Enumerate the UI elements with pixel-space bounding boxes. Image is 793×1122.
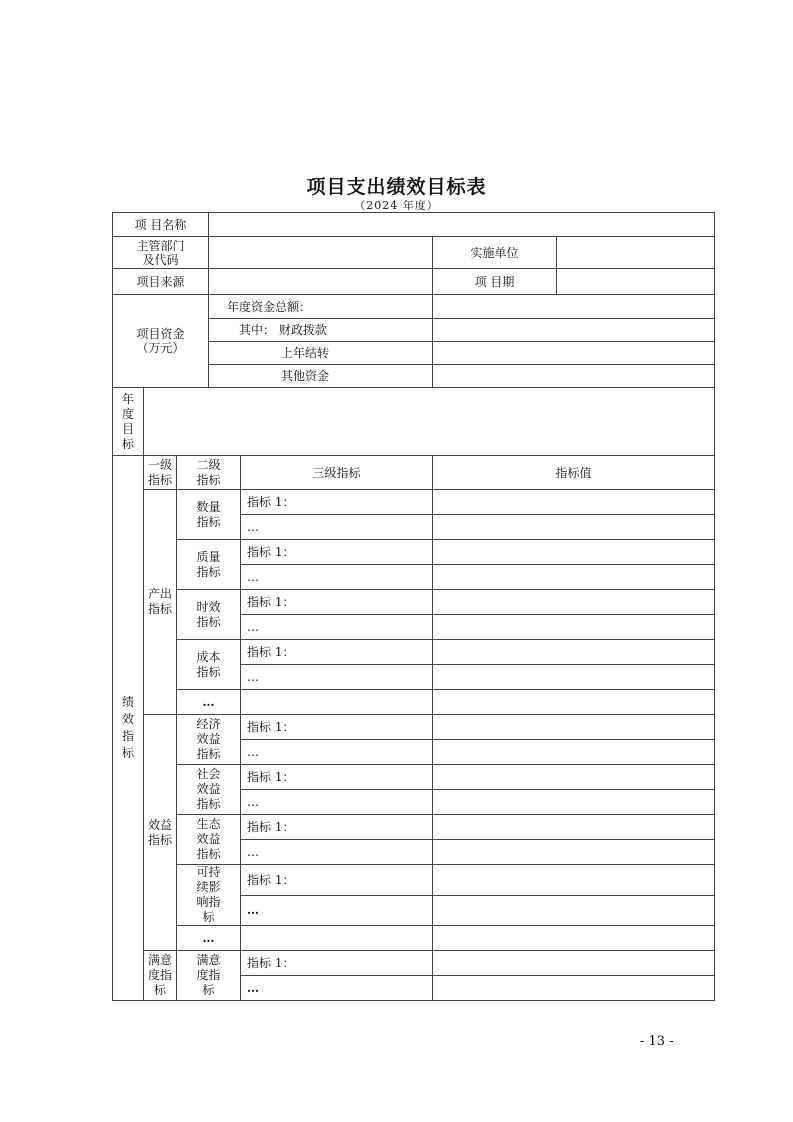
quantity-indicator-label: 数量指标 <box>177 490 241 540</box>
page-number: - 13 - <box>640 1034 674 1049</box>
output-more-label: … <box>177 690 241 715</box>
dept-label-line2: 及代码 <box>142 252 179 267</box>
funds-total-label: 年度资金总额： <box>209 295 433 319</box>
quality-item-more: … <box>241 565 433 590</box>
cost-indicator-label: 成本指标 <box>177 640 241 690</box>
economic-indicator-label: 经济效益指标 <box>177 715 241 765</box>
social-item-1-value[interactable] <box>433 765 715 790</box>
period-label: 项 目期 <box>433 269 557 295</box>
economic-item-1-value[interactable] <box>433 715 715 740</box>
cost-item-1-value[interactable] <box>433 640 715 665</box>
quantity-item-more: … <box>241 515 433 540</box>
period-value[interactable] <box>557 269 715 295</box>
ecological-indicator-label: 生态效益指标 <box>177 815 241 865</box>
funds-fiscal-value[interactable] <box>433 319 715 342</box>
quantity-item-more-value[interactable] <box>433 515 715 540</box>
quality-indicator-label: 质量指标 <box>177 540 241 590</box>
quality-item-1: 指标 1： <box>241 540 433 565</box>
satisfaction-item-more-value[interactable] <box>433 976 715 1001</box>
timeliness-item-1: 指标 1： <box>241 590 433 615</box>
ecological-item-1: 指标 1： <box>241 815 433 840</box>
sustainable-item-1-value[interactable] <box>433 865 715 896</box>
social-item-more: … <box>241 790 433 815</box>
annual-goal-label: 年度目标 <box>113 388 144 456</box>
cost-item-1: 指标 1： <box>241 640 433 665</box>
source-label: 项目来源 <box>113 269 209 295</box>
sustainable-item-1: 指标 1： <box>241 865 433 896</box>
funds-fiscal-label: 其中： 财政拨款 <box>209 319 433 342</box>
satisfaction-indicator-label: 满意度指标 <box>144 951 177 1001</box>
quantity-item-1: 指标 1： <box>241 490 433 515</box>
satisfaction-sub-indicator-label: 满意度指标 <box>177 951 241 1001</box>
timeliness-indicator-label: 时效指标 <box>177 590 241 640</box>
benefit-more-value[interactable] <box>433 926 715 951</box>
timeliness-item-more-value[interactable] <box>433 615 715 640</box>
benefit-indicator-label: 效益指标 <box>144 715 177 951</box>
benefit-more-label: … <box>177 926 241 951</box>
social-item-more-value[interactable] <box>433 790 715 815</box>
impl-unit-label: 实施单位 <box>433 237 557 269</box>
perf-col4-header: 指标值 <box>433 456 715 490</box>
funds-label <box>113 295 209 388</box>
quality-item-1-value[interactable] <box>433 540 715 565</box>
page-title: 项目支出绩效目标表 <box>306 176 487 198</box>
output-indicator-label: 产出指标 <box>144 490 177 715</box>
dept-label-line1: 主管部门 <box>136 238 185 253</box>
ecological-item-more: … <box>241 840 433 865</box>
funds-carryover-label: 上年结转 <box>209 342 433 365</box>
social-indicator-label: 社会效益指标 <box>177 765 241 815</box>
source-value[interactable] <box>209 269 433 295</box>
dept-label <box>113 237 209 269</box>
quality-item-more-value[interactable] <box>433 565 715 590</box>
economic-item-1: 指标 1： <box>241 715 433 740</box>
perf-col2-header: 二级指标 <box>177 456 241 490</box>
timeliness-item-more: … <box>241 615 433 640</box>
economic-item-more: … <box>241 740 433 765</box>
output-more-item[interactable] <box>241 690 433 715</box>
perf-label: 绩效指标 <box>113 456 144 1001</box>
sustainable-indicator-label: 可持续影响指标 <box>177 865 241 926</box>
funds-other-label: 其他资金 <box>209 365 433 388</box>
timeliness-item-1-value[interactable] <box>433 590 715 615</box>
ecological-item-more-value[interactable] <box>433 840 715 865</box>
funds-carryover-value[interactable] <box>433 342 715 365</box>
social-item-1: 指标 1： <box>241 765 433 790</box>
satisfaction-item-1: 指标 1： <box>241 951 433 976</box>
funds-label-line1: 项目资金 <box>136 327 185 341</box>
cost-item-more: … <box>241 665 433 690</box>
dept-value[interactable] <box>209 237 433 269</box>
cost-item-more-value[interactable] <box>433 665 715 690</box>
project-name-value[interactable] <box>209 213 715 237</box>
funds-other-value[interactable] <box>433 365 715 388</box>
perf-col3-header: 三级指标 <box>241 456 433 490</box>
benefit-more-item[interactable] <box>241 926 433 951</box>
impl-unit-value[interactable] <box>557 237 715 269</box>
page-subtitle: （2024 年度） <box>354 199 439 212</box>
output-more-value[interactable] <box>433 690 715 715</box>
project-name-label: 项 目名称 <box>113 213 209 237</box>
satisfaction-item-1-value[interactable] <box>433 951 715 976</box>
annual-goal-value[interactable] <box>144 388 715 456</box>
funds-total-value[interactable] <box>433 295 715 319</box>
funds-label-line2: （万元） <box>136 341 185 355</box>
ecological-item-1-value[interactable] <box>433 815 715 840</box>
quantity-item-1-value[interactable] <box>433 490 715 515</box>
performance-target-table <box>112 212 715 1001</box>
satisfaction-item-more: … <box>241 976 433 1001</box>
economic-item-more-value[interactable] <box>433 740 715 765</box>
sustainable-item-more: … <box>241 895 433 926</box>
perf-col1-header: 一级指标 <box>144 456 177 490</box>
sustainable-item-more-value[interactable] <box>433 895 715 926</box>
